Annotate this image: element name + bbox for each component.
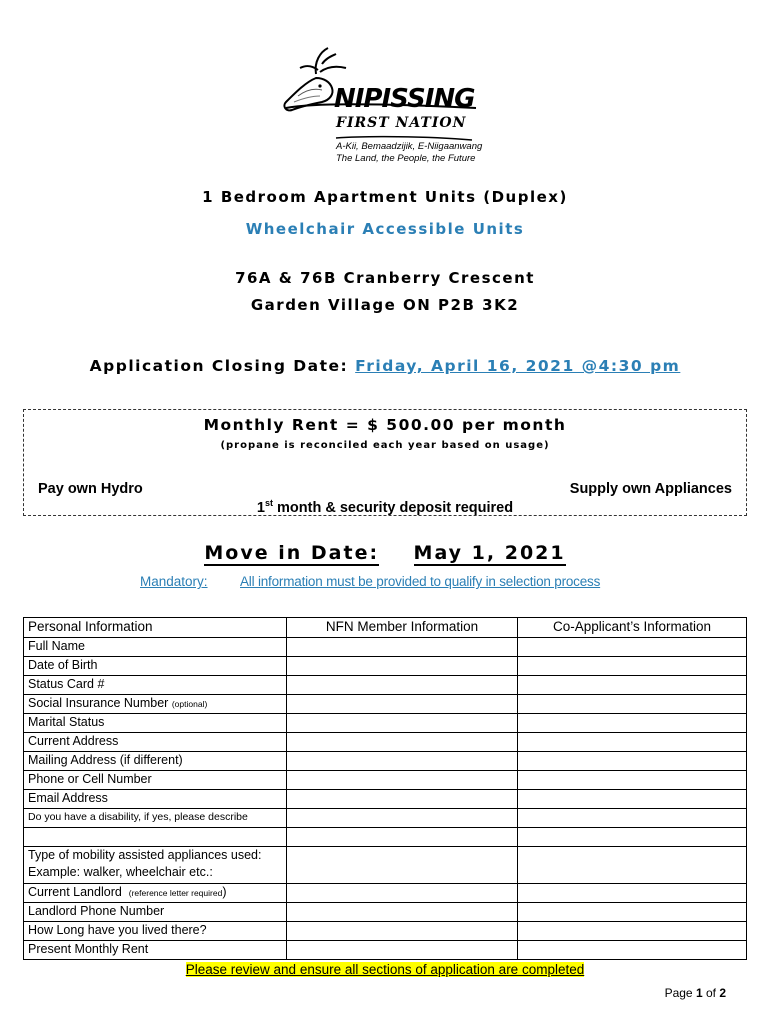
field-member-email[interactable] [287,790,518,809]
row-label-marital: Marital Status [24,714,287,733]
row-label-full-name: Full Name [24,638,287,657]
header-nfn-member: NFN Member Information [287,618,518,638]
nipissing-logo [276,44,486,168]
field-coapplicant-disability-extra[interactable] [518,828,747,847]
row-label-dob: Date of Birth [24,657,287,676]
field-coapplicant-mailing-address[interactable] [518,752,747,771]
field-coapplicant-phone[interactable] [518,771,747,790]
table-row [24,733,747,752]
sin-optional-note: (optional) [171,699,208,709]
landlord-reference-note: (reference letter required [128,888,223,898]
field-member-landlord-phone[interactable] [287,903,518,922]
hydro-note: Pay own Hydro [38,481,143,497]
closing-date-line [0,357,770,375]
closing-date-value: Friday, April 16, 2021 @4:30 pm [355,357,681,375]
row-label-mailing-address: Mailing Address (if different) [24,752,287,771]
row-label-mobility [24,847,287,884]
application-table [23,617,747,960]
logo-wordmark: NIPISSING [334,84,475,114]
field-member-status-card[interactable] [287,676,518,695]
table-row [24,847,747,884]
table-row [24,695,747,714]
row-label-phone: Phone or Cell Number [24,771,287,790]
field-coapplicant-disability[interactable] [518,809,747,828]
table-row [24,941,747,960]
table-row [24,809,747,828]
field-coapplicant-status-card[interactable] [518,676,747,695]
field-member-mobility[interactable] [287,847,518,884]
table-row [24,884,747,903]
review-notice-text: Please review and ensure all sections of application are completed [185,962,585,977]
table-row [24,752,747,771]
table-row [24,790,747,809]
empty-cell [24,828,287,847]
row-label-how-long: How Long have you lived there? [24,922,287,941]
field-coapplicant-landlord-phone[interactable] [518,903,747,922]
table-header-row [24,618,747,638]
field-coapplicant-dob[interactable] [518,657,747,676]
field-coapplicant-current-address[interactable] [518,733,747,752]
field-coapplicant-how-long[interactable] [518,922,747,941]
address-line-1: 76A & 76B Cranberry Crescent [235,269,535,287]
document-title: 1 Bedroom Apartment Units (Duplex) [202,188,568,206]
logo-tagline-english: The Land, the People, the Future [336,153,476,164]
deposit-note [24,498,746,516]
field-coapplicant-email[interactable] [518,790,747,809]
field-member-phone[interactable] [287,771,518,790]
table-row [24,676,747,695]
page-prefix: Page [664,986,696,1000]
mobility-example: Example: walker, wheelchair etc.: [28,865,213,879]
row-label-monthly-rent: Present Monthly Rent [24,941,287,960]
field-coapplicant-landlord[interactable] [518,884,747,903]
table-row [24,714,747,733]
move-in-date-label: Move in Date: [204,542,380,564]
page-number [665,986,726,1000]
row-label-current-address: Current Address [24,733,287,752]
field-coapplicant-full-name[interactable] [518,638,747,657]
field-member-marital[interactable] [287,714,518,733]
row-label-landlord [24,884,287,903]
field-coapplicant-monthly-rent[interactable] [518,941,747,960]
row-label-status-card: Status Card # [24,676,287,695]
table-row [24,922,747,941]
landlord-label: Current Landlord [28,885,122,899]
field-member-mailing-address[interactable] [287,752,518,771]
monthly-rent-title: Monthly Rent = $ 500.00 per month [203,416,567,434]
row-label-disability: Do you have a disability, if yes, please describe [24,809,287,828]
address-line-2: Garden Village ON P2B 3K2 [250,296,520,314]
field-coapplicant-sin[interactable] [518,695,747,714]
field-coapplicant-mobility[interactable] [518,847,747,884]
page-of: of [702,986,720,1000]
move-in-date-value: May 1, 2021 [413,542,566,564]
deposit-text: month & security deposit required [273,499,514,516]
field-member-monthly-rent[interactable] [287,941,518,960]
table-row [24,657,747,676]
field-coapplicant-marital[interactable] [518,714,747,733]
landlord-paren: ) [222,885,227,899]
review-notice [0,962,770,977]
header-personal-information: Personal Information [24,618,287,638]
field-member-how-long[interactable] [287,922,518,941]
row-label-email: Email Address [24,790,287,809]
row-label-sin [24,695,287,714]
mobility-label: Type of mobility assisted appliances used: [28,848,262,862]
deposit-ordinal: st [264,498,273,508]
field-member-dob[interactable] [287,657,518,676]
logo-tagline-ojibwe: A-Kii, Bemaadzijik, E-Niigaanwang [336,141,483,152]
sin-label: Social Insurance Number [28,696,169,710]
deposit-number: 1 [256,499,265,516]
move-in-date-line [0,542,770,564]
logo-subtitle: FIRST NATION [336,115,467,131]
document-subtitle: Wheelchair Accessible Units [245,220,525,238]
field-member-sin[interactable] [287,695,518,714]
table-row [24,828,747,847]
table-row [24,771,747,790]
page-current: 1 [695,986,703,1000]
table-row [24,903,747,922]
page-total: 2 [719,986,726,1000]
appliances-note: Supply own Appliances [569,481,732,497]
row-label-landlord-phone: Landlord Phone Number [24,903,287,922]
field-member-current-address[interactable] [287,733,518,752]
mandatory-label: Mandatory: [140,574,208,589]
mandatory-text: All information must be provided to qualify in selection process [240,574,601,589]
propane-note: (propane is reconciled each year based on usage) [220,440,550,451]
rent-info-box [23,409,747,516]
field-member-landlord[interactable] [287,884,518,903]
closing-date-label: Application Closing Date: [89,357,349,375]
header-co-applicant: Co-Applicant’s Information [518,618,747,638]
field-member-full-name[interactable] [287,638,518,657]
table-row [24,638,747,657]
field-member-disability[interactable] [287,809,518,828]
field-member-disability-extra[interactable] [287,828,518,847]
